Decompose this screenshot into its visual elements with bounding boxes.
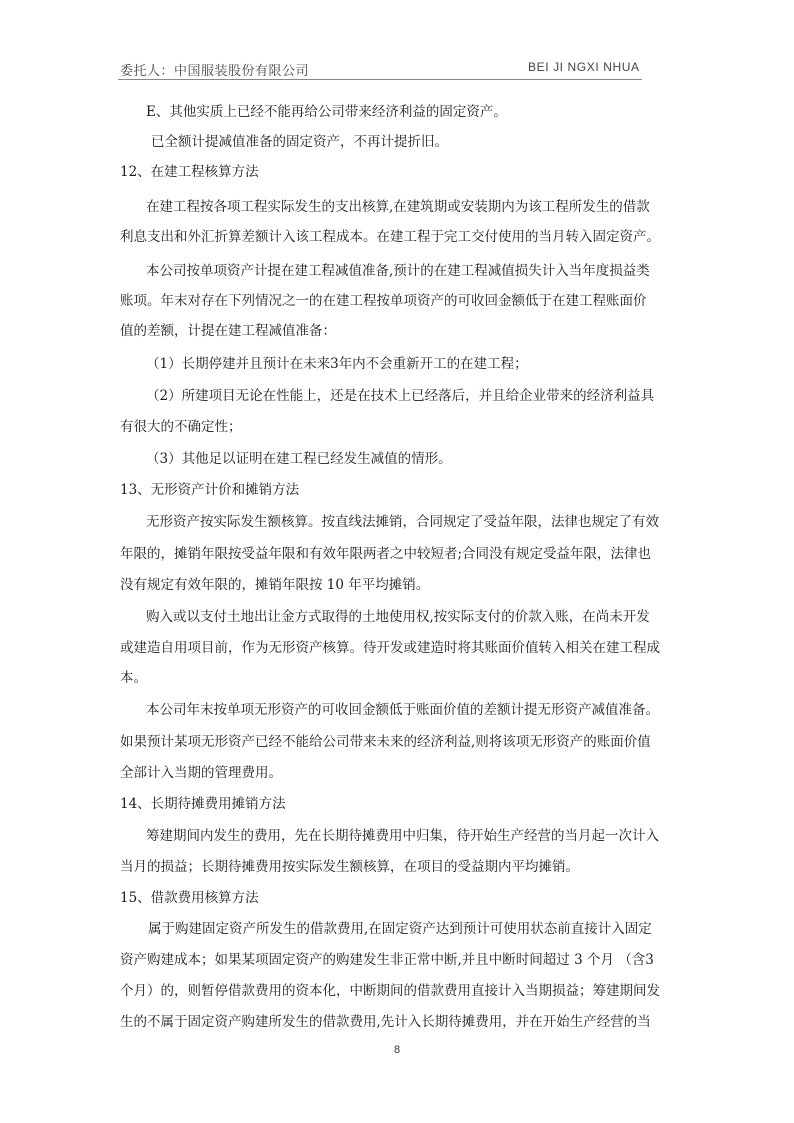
text-line: 没有规定有效年限的，摊销年限按 10 年平均摊销。 xyxy=(120,577,430,593)
page-number: 8 xyxy=(393,1044,401,1056)
text-line: 本公司年末按单项无形资产的可收回金额低于账面价值的差额计提无形资产减值准备。 xyxy=(146,702,659,718)
section-heading: 14、长期待摊费用摊销方法 xyxy=(120,796,286,812)
text-line: E、其他实质上已经不能再给公司带来经济利益的固定资产。 xyxy=(146,104,507,120)
text-line: 利息支出和外汇折算差额计入该工程成本。在建工程于完工交付使用的当月转入固定资产。 xyxy=(120,229,660,245)
text-line: 本。 xyxy=(120,670,147,686)
text-line: 有很大的不确定性； xyxy=(120,419,242,435)
text-line: 生的不属于固定资产购建所发生的借款费用,先计入长期待摊费用，并在开始生产经营的当 xyxy=(120,1014,651,1030)
text-line: 已全额计提减值准备的固定资产，不再计提折旧。 xyxy=(151,134,448,150)
header-client: 委托人：中国服装股份有限公司 xyxy=(120,64,310,79)
text-line: 当月的损益；长期待摊费用按实际发生额核算，在项目的受益期内平均摊销。 xyxy=(120,859,579,875)
text-line: 无形资产按实际发生额核算。按直线法摊销，合同规定了受益年限，法律也规定了有效 xyxy=(146,514,659,530)
text-line: 或建造自用项目前，作为无形资产核算。待开发或建造时将其账面价值转入相关在建工程成 xyxy=(120,640,660,656)
text-line: 全部计入当期的管理费用。 xyxy=(120,765,282,781)
text-line: 筹建期间内发生的费用，先在长期待摊费用中归集，待开始生产经营的当月起一次计入 xyxy=(146,828,659,844)
text-line: 年限的，摊销年限按受益年限和有效年限两者之中较短者;合同没有规定受益年限，法律也 xyxy=(120,546,652,562)
list-item: （1）长期停建并且预计在未来3年内不会重新开工的在建工程； xyxy=(146,356,528,372)
section-heading: 12、在建工程核算方法 xyxy=(120,164,259,180)
list-item: （2）所建项目无论在性能上，还是在技术上已经落后，并且给企业带来的经济利益具 xyxy=(146,388,655,404)
list-item: （3）其他足以证明在建工程已经发生减值的情形。 xyxy=(146,451,452,467)
text-line: 资产购建成本；如果某项固定资产的购建发生非正常中断,并且中断时间超过 3 个月 （含3 xyxy=(120,952,654,968)
text-line: 值的差额，计提在建工程减值准备： xyxy=(120,323,336,339)
text-line: 属于购建固定资产所发生的借款费用,在固定资产达到预计可使用状态前直接计入固定 xyxy=(148,921,652,937)
text-line: 账项。年末对存在下列情况之一的在建工程按单项资产的可收回金额低于在建工程账面价 xyxy=(120,293,647,309)
text-line: 本公司按单项资产计提在建工程减值准备,预计的在建工程减值损失计入当年度损益类 xyxy=(146,263,650,279)
text-line: 在建工程按各项工程实际发生的支出核算,在建筑期或安装期内为该工程所发生的借款 xyxy=(146,199,650,215)
header-firm: BEI JI NGXI NHUA xyxy=(528,60,640,74)
section-heading: 13、无形资产计价和摊销方法 xyxy=(120,482,300,498)
header-rule xyxy=(118,79,642,80)
text-line: 个月）的，则暂停借款费用的资本化，中断期间的借款费用直接计入当期损益；筹建期间发 xyxy=(120,983,660,999)
text-line: 购入或以支付土地出让金方式取得的土地使用权,按实际支付的价款入账，在尚未开发 xyxy=(146,609,650,625)
text-line: 如果预计某项无形资产已经不能给公司带来未来的经济利益,则将该项无形资产的账面价值 xyxy=(120,734,651,750)
section-heading: 15、借款费用核算方法 xyxy=(120,890,259,906)
